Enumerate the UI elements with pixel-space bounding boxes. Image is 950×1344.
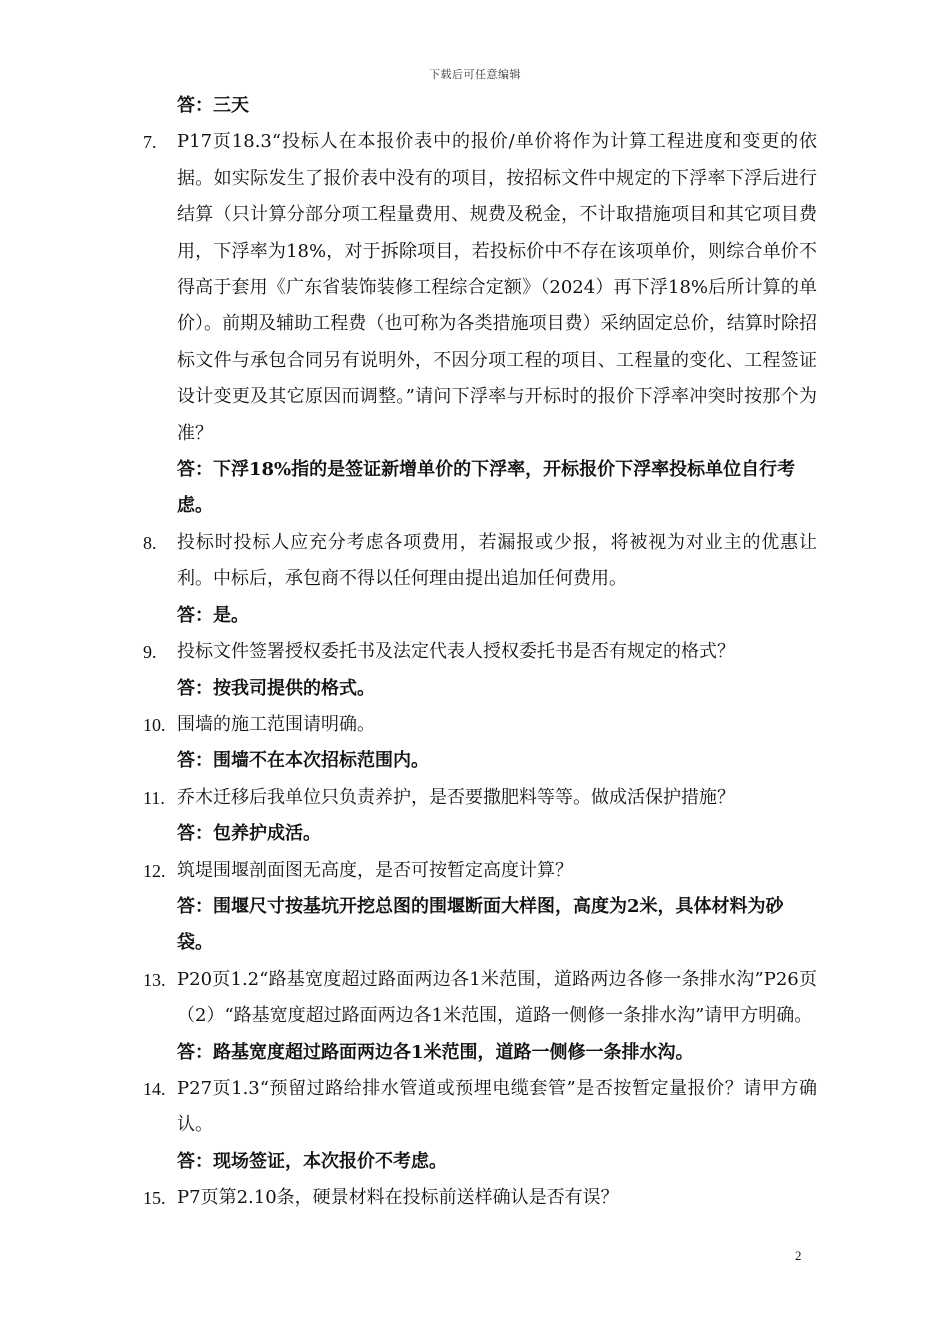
item-number: 12. <box>143 860 166 881</box>
item-number: 11. <box>143 787 165 808</box>
answer-text: 答：围堰尺寸按基坑开挖总图的围堰断面大样图，高度为2米，具体材料为砂袋。 <box>177 895 784 954</box>
item-number: 10. <box>143 714 166 735</box>
answer-text: 答：围墙不在本次招标范围内。 <box>177 750 429 772</box>
qa-item-10 <box>0 707 817 780</box>
item-number: 8. <box>143 532 157 553</box>
page-header: 下载后可任意编辑 <box>429 68 521 81</box>
question-text: 投标文件签署授权委托书及法定代表人授权委托书是否有规定的格式？ <box>177 641 735 663</box>
qa-item-13 <box>0 962 817 1071</box>
answer-text: 答：下浮18%指的是签证新增单价的下浮率，开标报价下浮率投标单位自行考虑。 <box>177 459 796 517</box>
question-text: 投标时投标人应充分考虑各项费用，若漏报或少报，将被视为对业主的优惠让利。中标后，承包商不得以任何理由提出追加任何费用。 <box>177 531 817 590</box>
item-number: 13. <box>143 969 166 990</box>
qa-item-11 <box>0 780 817 853</box>
answer-text: 答：三天 <box>177 95 249 116</box>
item-number: 14. <box>143 1078 166 1099</box>
answer-text: 答：路基宽度超过路面两边各1米范围，道路一侧修一条排水沟。 <box>177 1041 694 1063</box>
qa-item-9 <box>0 634 817 707</box>
qa-item-7 <box>0 124 817 524</box>
qa-item-8 <box>0 525 817 634</box>
answer-text: 答：按我司提供的格式。 <box>177 677 375 699</box>
qa-item-12 <box>0 853 817 962</box>
qa-item-14 <box>0 1071 817 1180</box>
page-number: 2 <box>795 1248 802 1263</box>
question-text: 乔木迁移后我单位只负责养护，是否要撒肥料等等。做成活保护措施？ <box>177 786 735 808</box>
question-text: 围墙的施工范围请明确。 <box>177 713 375 735</box>
intro-answer-block <box>0 88 817 124</box>
answer-text: 答：现场签证，本次报价不考虑。 <box>177 1150 447 1172</box>
question-text: P27页1.3“预留过路给排水管道或预埋电缆套管”是否按暂定量报价？请甲方确认。 <box>177 1077 817 1136</box>
item-number: 7. <box>143 132 157 153</box>
question-text: P20页1.2“路基宽度超过路面两边各1米范围，道路两边各修一条排水沟”P26页（2）“路基宽度超过路面两边各1米范围，道路一侧修一条排水沟”请甲方明确。 <box>177 968 817 1027</box>
qa-item-15 <box>0 1180 817 1216</box>
document-body <box>0 88 950 1217</box>
answer-text: 答：是。 <box>177 604 249 626</box>
question-text: 筑堤围堰剖面图无高度，是否可按暂定高度计算？ <box>177 859 573 881</box>
question-text: P7页第2.10条，硬景材料在投标前送样确认是否有误？ <box>177 1187 619 1209</box>
question-text: P17页18.3“投标人在本报价表中的报价/单价将作为计算工程进度和变更的依据。如实际发生了报价表中没有的项目，按招标文件中规定的下浮率下浮后进行结算（只计算分部分项工程量费用、规费及税金，不计取措施项目和其它项目费用，下浮率为18%，对于拆除项目，若投标价中不存在该项单价，则综合单价不得高于套用《广东省装饰装修工程综合定额》（2024）再下浮18%后所计算的单价）。前期及辅助工程费（也可称为各类措施项目费）采纳固定总价，结算时除招标文件与承包合同另有说明外，不因分项工程的项目、工程量的变化、工程签证设计变更及其它原因而调整。”请问下浮率与开标时的报价下浮率冲突时按那个为准？ <box>177 131 817 444</box>
answer-text: 答：包养护成活。 <box>177 823 321 845</box>
item-number: 9. <box>143 642 157 663</box>
item-number: 15. <box>143 1188 166 1209</box>
